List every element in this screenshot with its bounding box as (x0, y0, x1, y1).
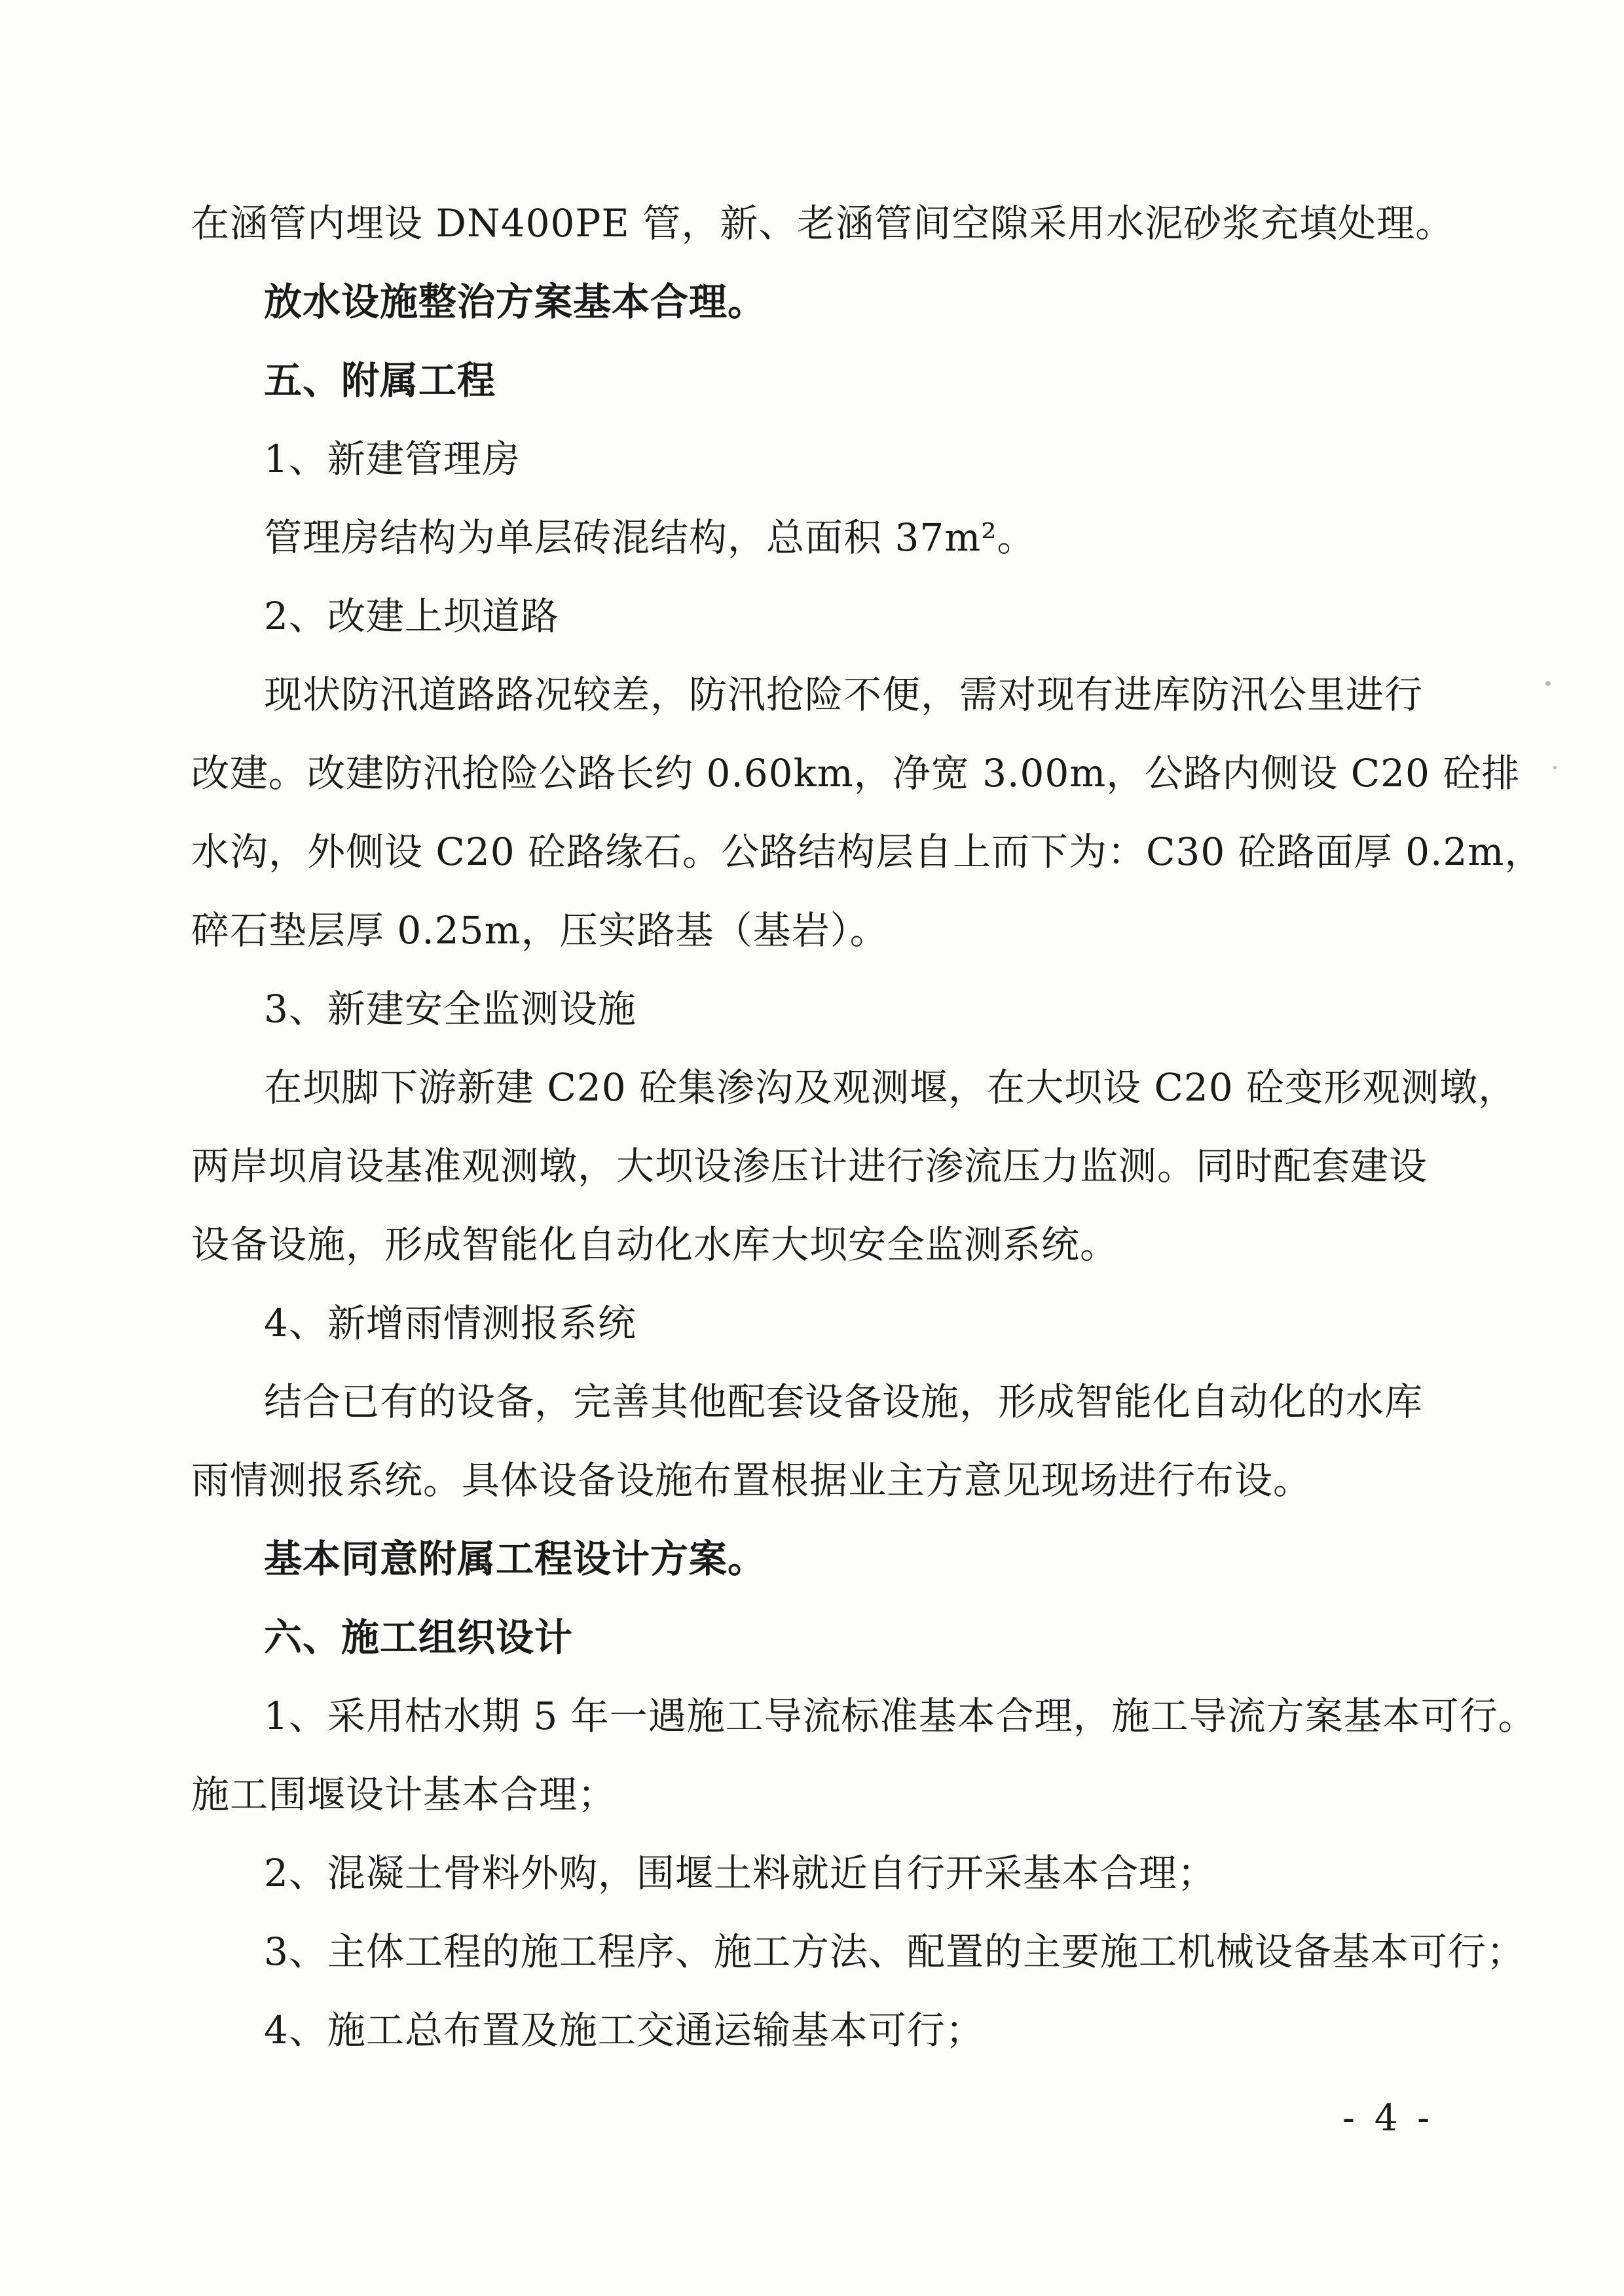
text-line: 碎石垫层厚 0.25m，压实路基（基岩）。 (191, 908, 889, 953)
text-line: 现状防汛道路路况较差，防汛抢险不便，需对现有进库防汛公里进行 (264, 672, 1424, 717)
text-line: 雨情测报系统。具体设备设施布置根据业主方意见现场进行布设。 (191, 1458, 1312, 1503)
scan-speck (1545, 681, 1551, 686)
conclusion-line: 基本同意附属工程设计方案。 (264, 1537, 767, 1581)
text-line: 2、混凝土骨料外购，围堰土料就近自行开采基本合理； (264, 1851, 1216, 1895)
subsection-heading: 3、新建安全监测设施 (264, 987, 637, 1031)
subsection-heading: 1、新建管理房 (264, 437, 521, 481)
page-number: - 4 - (1342, 2097, 1434, 2140)
text-line: 在涵管内埋设 DN400PE 管，新、老涵管间空隙采用水泥砂浆充填处理。 (191, 201, 1454, 246)
text-line: 施工围堰设计基本合理； (191, 1772, 617, 1817)
text-line: 1、采用枯水期 5 年一遇施工导流标准基本合理，施工导流方案基本可行。 (264, 1694, 1537, 1738)
conclusion-line: 放水设施整治方案基本合理。 (264, 280, 767, 324)
text-line: 在坝脚下游新建 C20 砼集渗沟及观测堰，在大坝设 C20 砼变形观测墩， (264, 1065, 1517, 1110)
section-heading: 六、施工组织设计 (264, 1615, 574, 1660)
subsection-heading: 4、新增雨情测报系统 (264, 1301, 637, 1345)
text-line: 管理房结构为单层砖混结构，总面积 37m²。 (264, 515, 1036, 560)
text-line: 改建。改建防汛抢险公路长约 0.60km，净宽 3.00m，公路内侧设 C20 砼排 (191, 751, 1521, 795)
section-heading: 五、附属工程 (264, 358, 496, 403)
text-line: 结合已有的设备，完善其他配套设备设施，形成智能化自动化的水库 (264, 1379, 1424, 1424)
scan-speck (1553, 766, 1557, 769)
text-line: 3、主体工程的施工程序、施工方法、配置的主要施工机械设备基本可行； (264, 1929, 1525, 1974)
subsection-heading: 2、改建上坝道路 (264, 594, 559, 638)
text-line: 水沟，外侧设 C20 砼路缘石。公路结构层自上而下为：C30 砼路面厚 0.2m， (191, 829, 1543, 874)
text-line: 两岸坝肩设基准观测墩，大坝设渗压计进行渗流压力监测。同时配套建设 (191, 1144, 1428, 1188)
text-line: 设备设施，形成智能化自动化水库大坝安全监测系统。 (191, 1222, 1119, 1267)
text-line: 4、施工总布置及施工交通运输基本可行； (264, 2008, 984, 2052)
